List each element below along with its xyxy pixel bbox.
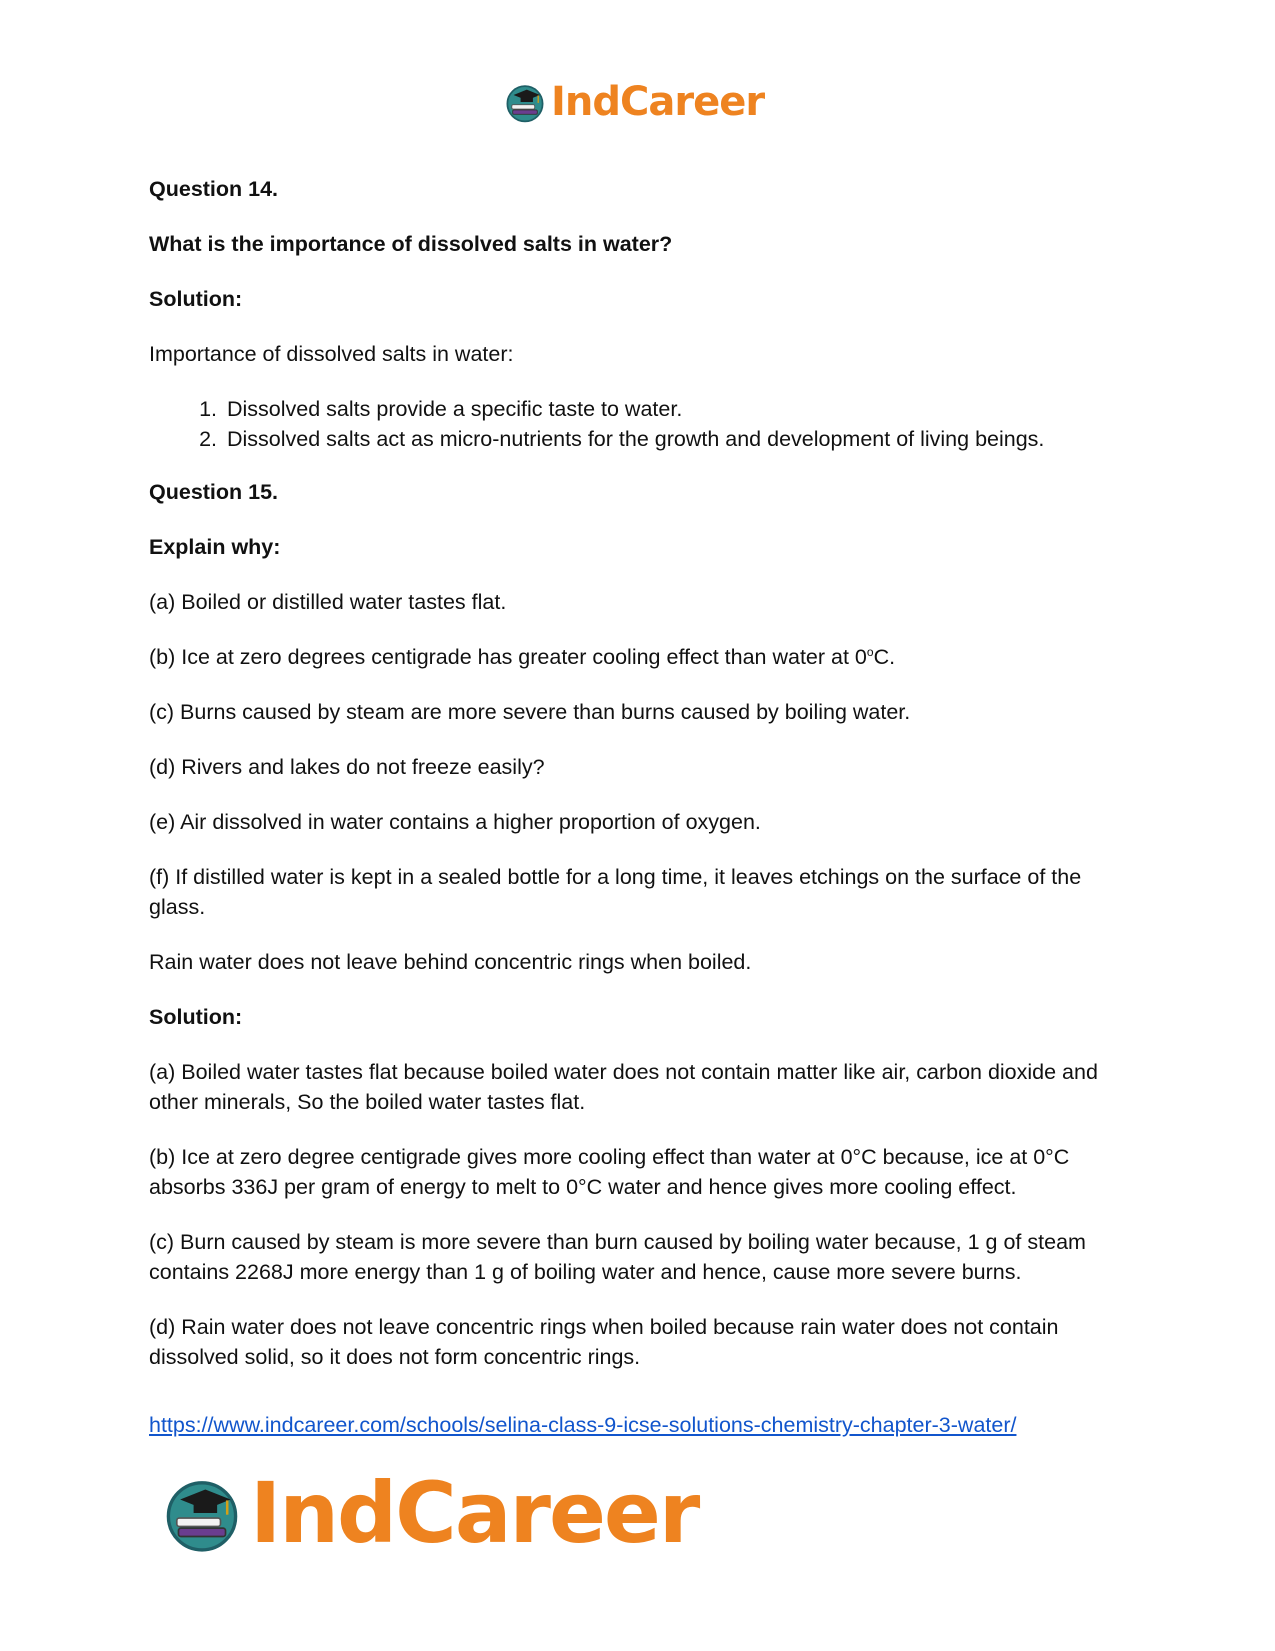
degree-superscript: o [866, 645, 874, 659]
question-15-part-f: (f) If distilled water is kept in a sealed bottle for a long time, it leaves etchings on the surface of the glass. [149, 865, 1082, 919]
question-15-part-b [149, 642, 1129, 672]
logo-wordmark: IndCareer [551, 79, 765, 125]
answer-d: (d) Rain water does not leave concentric rings when boiled because rain water does not contain dissolved solid, so it does not form concentric rings. [149, 1315, 1059, 1369]
logo-wordmark: IndCareer [250, 1464, 699, 1562]
answer-c: (c) Burn caused by steam is more severe than burn caused by boiling water because, 1 g of steam contains 2268J more energy than 1 g of boiling water and hence, cause more severe burns. [149, 1230, 1086, 1284]
list-item: 1. Dissolved salts provide a specific taste to water. [223, 394, 1129, 424]
footer-logo [160, 1464, 699, 1562]
question-14-text: What is the importance of dissolved salts in water? [149, 232, 673, 256]
question-15-part-d: (d) Rivers and lakes do not freeze easily? [149, 755, 545, 779]
document-body [149, 174, 1129, 1397]
question-15-part-c: (c) Burns caused by steam are more severe than burns caused by boiling water. [149, 700, 911, 724]
question-15-part-g: Rain water does not leave behind concentric rings when boiled. [149, 950, 752, 974]
part-b-text: (b) Ice at zero degrees centigrade has greater cooling effect than water at 0 [149, 645, 867, 669]
question-15-title: Question 15. [149, 480, 279, 504]
list-item: 2. Dissolved salts act as micro-nutrients for the growth and development of living beings. [223, 424, 1129, 454]
question-14-points [149, 394, 1129, 454]
graduation-book-icon [503, 80, 547, 124]
question-14-solution-label: Solution: [149, 287, 243, 311]
question-14-title: Question 14. [149, 177, 279, 201]
graduation-book-icon [160, 1471, 244, 1555]
question-15-part-e: (e) Air dissolved in water contains a higher proportion of oxygen. [149, 810, 761, 834]
question-14-intro: Importance of dissolved salts in water: [149, 342, 514, 366]
source-link[interactable]: https://www.indcareer.com/schools/selina-class-9-icse-solutions-chemistry-chapter-3-water/ [149, 1413, 1017, 1437]
question-15-part-a: (a) Boiled or distilled water tastes flat. [149, 590, 507, 614]
part-b-unit: C. [873, 645, 896, 669]
answer-a: (a) Boiled water tastes flat because boiled water does not contain matter like air, carbon dioxide and other minerals, So the boiled water tastes flat. [149, 1060, 1098, 1114]
question-15-solution-label: Solution: [149, 1005, 243, 1029]
header-logo [503, 78, 764, 126]
answer-b: (b) Ice at zero degree centigrade gives more cooling effect than water at 0°C because, ice at 0°C absorbs 336J per gram of energy to melt to 0°C water and hence gives more cooling effect. [149, 1145, 1070, 1199]
question-15-prompt: Explain why: [149, 535, 281, 559]
